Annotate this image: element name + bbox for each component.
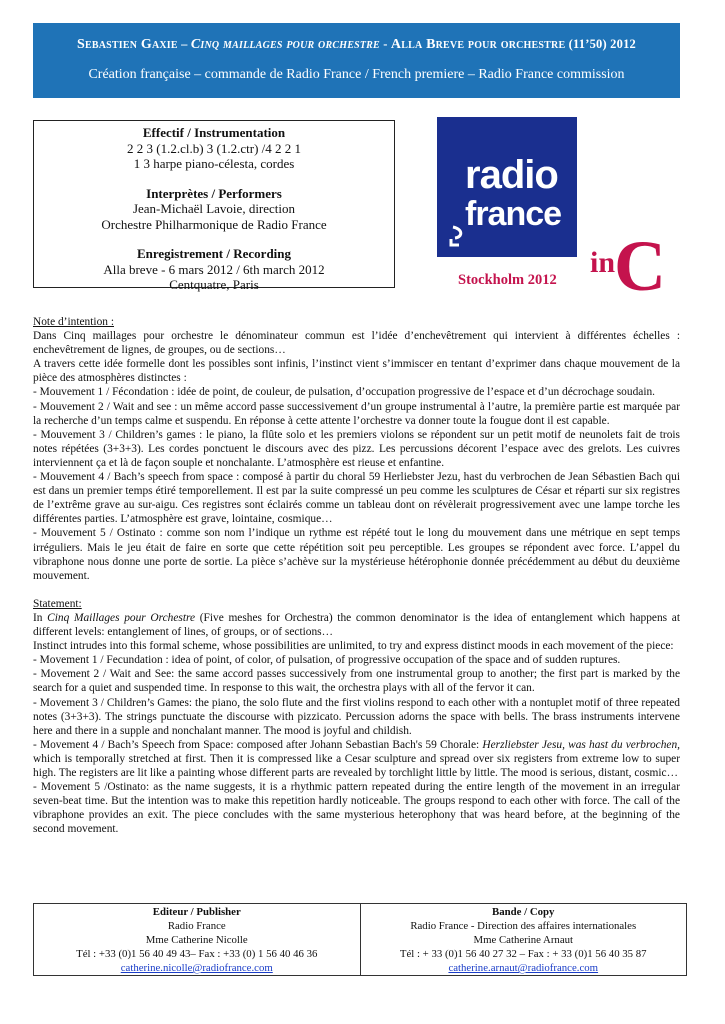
composer-name: Sebastien Gaxie	[77, 37, 178, 52]
recording-line: Centquatre, Paris	[169, 277, 259, 292]
contact-table	[33, 903, 687, 976]
instrumentation-heading: Effectif / Instrumentation	[142, 125, 286, 140]
title-banner	[33, 23, 680, 98]
note-en-text: In	[33, 611, 48, 624]
inc-logo-letter-c: C	[614, 228, 666, 298]
performers-heading: Interprètes / Performers	[146, 185, 282, 201]
stockholm-caption: Stockholm 2012	[458, 272, 557, 288]
note-fr-paragraph: - Mouvement 3 / Children’s games : le piano, la flûte solo et les premiers violons se répondent sur un petit motif de neunolets fait de trois notes répétées (3+3+3). Les cordes ponctuent le discours avec des pizz. Les percussions décorent l’espace avec des grelots. Les cuivres interviennent ça et là de façon souple et nonchalante. L’atmosphère est rieuse et enfantine.	[33, 428, 680, 469]
event-name: Alla Breve pour orchestre	[390, 37, 566, 52]
instrumentation-line: 2 2 3 (1.2.cl.b) 3 (1.2.ctr) /4 2 2 1	[126, 140, 302, 156]
note-en-paragraph	[33, 611, 680, 639]
program-notes	[33, 315, 680, 836]
duration-year: (11’50) 2012	[565, 37, 636, 51]
copy-org: Radio France - Direction des affaires internationales	[410, 920, 637, 932]
performers-line: Jean-Michaël Lavoie, direction	[132, 201, 296, 216]
note-fr-paragraph: - Mouvement 2 / Wait and see : un même accord passe successivement d’un groupe instrumental à l’autre, la première partie est marquée par la recherche d’un temps calme et suspendu. En réponse à cette attente l’orchestre va donner toute la fougue dont il est capable.	[33, 400, 680, 427]
radio-france-logo	[437, 117, 577, 257]
banner-title-line	[33, 37, 680, 53]
note-en-paragraph: - Movement 1 / Fecundation : idea of point, of color, of pulsation, of progressive occupation of the space and of sudden ruptures.	[33, 654, 621, 667]
note-en-paragraph: - Movement 3 / Children’s Games: the piano, the solo flute and the first violins respond to each other with a nontuplet motif of three repeated notes (3+3+3). The strings punctuate the discourse with pizzicato. Percussion adorns the space with bells. The brass instruments intervene here and there in a supple and nonchalant manner. The mood is joyful and childish.	[33, 696, 680, 737]
publisher-contact-cell	[34, 904, 361, 976]
instrumentation-line: 1 3 harpe piano-célesta, cordes	[133, 156, 295, 171]
note-en-work-title: Cinq Maillages pour Orchestre	[47, 611, 196, 624]
note-en-paragraph: - Movement 5 /Ostinato: as the name suggests, it is a rhythmic pattern repeated during the entire length of the movement in an irregular seven-beat time. But the intention was to make this repetition hardly noticeable. The groups respond to each other with force. The call of the vibraphone provides an exit. The piece concludes with the same mysterious heterophony that was heard before, at the beginning of the second movement.	[33, 781, 680, 836]
publisher-phone: Tél : +33 (0)1 56 40 49 43– Fax : +33 (0) 1 56 40 46 36	[76, 948, 318, 960]
publisher-heading: Editeur / Publisher	[152, 906, 241, 918]
recording-line: Alla breve - 6 mars 2012 / 6th march 2012	[103, 261, 325, 277]
note-en-text: - Movement 4 / Bach’s Speech from Space: composed after Johann Sebastian Bach's 59 Chorale:	[33, 738, 483, 751]
note-fr-paragraph: A travers cette idée formelle dont les possibles sont infinis, l’instinct vient s’immiscer en tentant d’exprimer dans chaque mouvement de la pièce des atmosphères distinctes :	[33, 358, 680, 385]
publisher-org: Radio France	[167, 920, 226, 932]
copy-heading: Bande / Copy	[492, 906, 555, 918]
note-fr-paragraph: Dans Cinq maillages pour orchestre le dénominateur commun est l’idée d’enchevêtrement qui intervient à différentes échelles : enchevêtrement de lignes, de groupes, ou de sections…	[33, 330, 680, 357]
note-en-chorale-title: Herzliebster Jesu, was hast du verbrochen,	[482, 738, 681, 751]
recording-heading: Enregistrement / Recording	[136, 246, 292, 261]
note-fr-paragraph: - Mouvement 1 / Fécondation : idée de point, de couleur, de pulsation, d’occupation progressive de l’espace et d’un décrochage soudain.	[33, 386, 656, 399]
performers-line: Orchestre Philharmonique de Radio France	[101, 216, 327, 232]
note-fr-paragraph: - Mouvement 5 / Ostinato : comme son nom l’indique un rythme est répété tout le long du mouvement dans une métrique en sept temps irréguliers. Mais le jeu était de faire en sorte que cette répétition soit peu perceptible. Les groupes se répondent avec force. L’appel du vibraphone nous donne une porte de sortie. La pièce s’achève sur la mystérieuse hétérophonie donnée précédemment au début du deuxième mouvement.	[33, 527, 680, 582]
copy-phone: Tél : + 33 (0)1 56 40 27 32 – Fax : + 33 (0)1 56 40 35 87	[399, 948, 647, 960]
copy-person: Mme Catherine Arnaut	[473, 934, 574, 946]
title-separator-2: -	[379, 37, 391, 51]
note-en-heading: Statement:	[33, 597, 82, 610]
note-fr-heading: Note d’intention :	[33, 316, 114, 328]
note-en-paragraph: Instinct intrudes into this formal scheme, whose possibilities are unlimited, to try and express distinct moods in each movement of the piece:	[33, 640, 674, 653]
copy-email-link[interactable]: catherine.arnaut@radiofrance.com	[448, 962, 599, 974]
info-box	[33, 120, 395, 292]
note-en-text: which is temporally stretched at first. Then it is compressed like a Cesar sculpture and spread over six registers from extreme low to super high. The registers are lit like a painting whose different parts are revealed by torchlight little by little. The mood is serious, distant, cosmic…	[33, 752, 680, 779]
inc-logo	[590, 228, 670, 298]
note-en-paragraph	[33, 738, 680, 780]
work-title: Cinq maillages pour orchestre	[190, 37, 380, 52]
publisher-email-link[interactable]: catherine.nicolle@radiofrance.com	[120, 962, 273, 974]
radio-france-mark-icon	[449, 225, 467, 247]
radio-france-logo-france: france	[465, 195, 562, 233]
inc-logo-letters-in: in	[590, 246, 616, 279]
note-en-paragraph: - Movement 2 / Wait and See: the same accord passes successively from one instrumental group to another; the first part is marked by the search for a quiet and suspended time. In response to this wait, the orchestra plays with all of the fervor it can.	[33, 668, 680, 695]
title-separator: –	[177, 37, 191, 51]
banner-subtitle: Création française – commande de Radio France / French premiere – Radio France commission	[88, 67, 625, 82]
publisher-person: Mme Catherine Nicolle	[145, 934, 248, 946]
note-en-text: (Five meshes for Orchestra) the common denominator is the idea of entanglement which happens at different levels: entanglement of lines, of groups, or of sections…	[33, 611, 680, 639]
copy-contact-cell	[360, 904, 687, 976]
note-fr-paragraph: - Mouvement 4 / Bach’s speech from space : composé à partir du choral 59 Herliebster Jezu, hast du verbrochen de Jean Sébastien Bach qui est dans un premier temps étiré temporellement. Il est par la suite compressé un peu comme les sculptures de César et réparti sur six registres de l’extrême grave au sur-aigu. Ces registres sont éclairés comme un tableau dont on révèlerait progressivement avec une lampe torche les différentes parties. L’atmosphère est grave, lointaine, cosmique…	[33, 471, 680, 526]
radio-france-logo-radio: radio	[465, 153, 558, 197]
